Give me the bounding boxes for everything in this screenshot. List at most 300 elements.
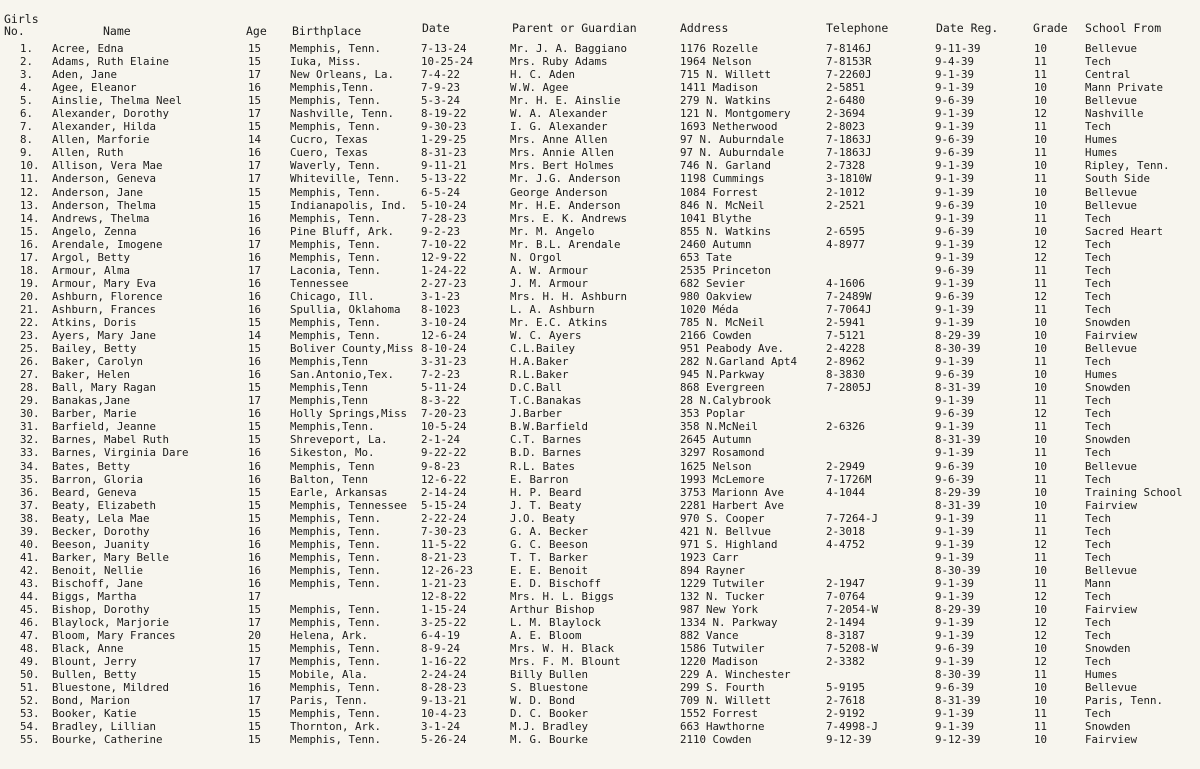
cell-no: 17. xyxy=(20,250,40,264)
cell-age: 15 xyxy=(248,185,262,199)
cell-name: Bond, Marion xyxy=(52,694,131,708)
cell-name: Ainslie, Thelma Neel xyxy=(52,94,183,108)
cell-grade: 10 xyxy=(1034,368,1048,382)
cell-birthplace: Memphis, Tenn. xyxy=(290,211,382,225)
cell-grade: 10 xyxy=(1034,603,1048,617)
cell-address: 1411 Madison xyxy=(680,81,759,95)
header-parent-guardian: Parent or Guardian xyxy=(512,21,637,35)
cell-no: 31. xyxy=(20,420,40,434)
cell-address: 1334 N. Parkway xyxy=(680,616,778,630)
table-row xyxy=(0,460,1200,473)
cell-telephone: 8-3830 xyxy=(826,368,866,382)
cell-grade: 12 xyxy=(1034,537,1048,551)
cell-date: 10-4-23 xyxy=(421,707,467,721)
cell-date: 2-22-24 xyxy=(421,511,467,525)
cell-no: 43. xyxy=(20,576,40,590)
cell-name: Barber, Marie xyxy=(52,407,137,421)
cell-date-reg: 9-1-39 xyxy=(935,589,975,603)
cell-address: 980 Oakview xyxy=(680,289,752,303)
cell-telephone: 2-7618 xyxy=(826,694,866,708)
cell-telephone: 4-1606 xyxy=(826,276,866,290)
cell-name: Booker, Katie xyxy=(52,707,137,721)
table-row xyxy=(0,512,1200,525)
cell-date-reg: 8-29-39 xyxy=(935,329,981,343)
cell-date: 7-9-23 xyxy=(421,81,461,95)
cell-age: 16 xyxy=(248,681,262,695)
cell-school: Central xyxy=(1085,68,1131,82)
cell-grade: 11 xyxy=(1034,472,1048,486)
cell-date: 12-9-22 xyxy=(421,250,467,264)
cell-address: 1198 Cummings xyxy=(680,172,765,186)
table-row xyxy=(0,368,1200,381)
cell-date-reg: 8-29-39 xyxy=(935,603,981,617)
cell-grade: 10 xyxy=(1034,185,1048,199)
cell-no: 20. xyxy=(20,289,40,303)
cell-parent: Mrs. Annie Allen xyxy=(510,146,615,160)
cell-telephone: 2-3694 xyxy=(826,107,866,121)
cell-date: 3-1-23 xyxy=(421,289,461,303)
cell-address: 945 N.Parkway xyxy=(680,368,765,382)
cell-parent: Mr. J. A. Baggiano xyxy=(510,42,628,55)
cell-birthplace: Memphis,Tenn xyxy=(290,394,369,408)
cell-school: Tech xyxy=(1085,211,1112,225)
cell-age: 15 xyxy=(248,642,262,656)
cell-parent: Mrs. F. M. Blount xyxy=(510,655,621,669)
cell-name: Aden, Jane xyxy=(52,68,118,82)
cell-parent: Mr. J.G. Anderson xyxy=(510,172,621,186)
cell-name: Bluestone, Mildred xyxy=(52,681,170,695)
cell-school: Tech xyxy=(1085,302,1112,316)
cell-address: 2166 Cowden xyxy=(680,329,752,343)
cell-parent: E. D. Bischoff xyxy=(510,576,602,590)
cell-no: 35. xyxy=(20,472,40,486)
cell-date-reg: 9-6-39 xyxy=(935,681,975,695)
cell-parent: Mrs. Ruby Adams xyxy=(510,55,608,69)
cell-no: 7. xyxy=(20,120,34,134)
cell-grade: 10 xyxy=(1034,342,1048,356)
cell-grade: 11 xyxy=(1034,263,1048,277)
cell-date-reg: 9-1-39 xyxy=(935,616,975,630)
cell-name: Allen, Ruth xyxy=(52,146,124,160)
cell-address: 132 N. Tucker xyxy=(680,589,765,603)
cell-parent: L. A. Ashburn xyxy=(510,302,595,316)
cell-date-reg: 9-1-39 xyxy=(935,576,975,590)
cell-parent: George Anderson xyxy=(510,185,608,199)
header-telephone: Telephone xyxy=(826,21,889,35)
cell-parent: H. C. Aden xyxy=(510,68,576,82)
cell-date-reg: 8-31-39 xyxy=(935,381,981,395)
cell-address: 1084 Forrest xyxy=(680,185,759,199)
cell-no: 51. xyxy=(20,681,40,695)
cell-school: Tech xyxy=(1085,707,1112,721)
cell-date: 1-21-23 xyxy=(421,576,467,590)
cell-name: Ayers, Mary Jane xyxy=(52,329,157,343)
cell-school: Nashville xyxy=(1085,107,1144,121)
cell-school: Humes xyxy=(1085,368,1118,382)
cell-age: 15 xyxy=(248,55,262,69)
cell-name: Beeson, Juanity xyxy=(52,537,150,551)
cell-grade: 11 xyxy=(1034,511,1048,525)
cell-school: Snowden xyxy=(1085,433,1131,447)
cell-school: Sacred Heart xyxy=(1085,224,1164,238)
cell-school: Tech xyxy=(1085,237,1112,251)
cell-age: 17 xyxy=(248,159,262,173)
cell-age: 16 xyxy=(248,368,262,382)
cell-grade: 10 xyxy=(1034,563,1048,577)
cell-date-reg: 9-6-39 xyxy=(935,368,975,382)
cell-date-reg: 8-31-39 xyxy=(935,694,981,708)
cell-age: 15 xyxy=(248,433,262,447)
cell-parent: Mrs. H. H. Ashburn xyxy=(510,289,628,303)
cell-telephone: 7-8146J xyxy=(826,42,872,55)
cell-date: 10-25-24 xyxy=(421,55,474,69)
cell-birthplace: Memphis,Tenn xyxy=(290,355,369,369)
cell-date-reg: 9-6-39 xyxy=(935,94,975,108)
cell-no: 30. xyxy=(20,407,40,421)
cell-address: 97 N. Auburndale xyxy=(680,133,785,147)
cell-telephone: 7-8153R xyxy=(826,55,872,69)
cell-date: 12-6-24 xyxy=(421,329,467,343)
ledger-rows xyxy=(0,42,1200,747)
cell-age: 17 xyxy=(248,237,262,251)
cell-age: 15 xyxy=(248,198,262,212)
cell-date-reg: 8-29-39 xyxy=(935,485,981,499)
cell-birthplace: Boliver County,Miss xyxy=(290,342,414,356)
cell-parent: T.C.Banakas xyxy=(510,394,582,408)
cell-grade: 11 xyxy=(1034,707,1048,721)
cell-no: 12. xyxy=(20,185,40,199)
cell-date-reg: 9-1-39 xyxy=(935,511,975,525)
cell-name: Bates, Betty xyxy=(52,459,131,473)
cell-no: 39. xyxy=(20,524,40,538)
cell-no: 27. xyxy=(20,368,40,382)
cell-school: Bellevue xyxy=(1085,563,1138,577)
cell-date-reg: 9-1-39 xyxy=(935,185,975,199)
cell-age: 16 xyxy=(248,459,262,473)
cell-no: 23. xyxy=(20,329,40,343)
cell-age: 15 xyxy=(248,381,262,395)
cell-no: 38. xyxy=(20,511,40,525)
cell-grade: 11 xyxy=(1034,720,1048,734)
header-age: Age xyxy=(246,24,267,38)
cell-birthplace: Whiteville, Tenn. xyxy=(290,172,401,186)
cell-date: 9-30-23 xyxy=(421,120,467,134)
cell-parent: W. C. Ayers xyxy=(510,329,582,343)
cell-date-reg: 9-6-39 xyxy=(935,459,975,473)
table-row xyxy=(0,473,1200,486)
cell-no: 40. xyxy=(20,537,40,551)
cell-name: Baker, Helen xyxy=(52,368,131,382)
cell-address: 1693 Netherwood xyxy=(680,120,778,134)
cell-birthplace: Memphis, Tenn. xyxy=(290,550,382,564)
cell-school: Humes xyxy=(1085,133,1118,147)
cell-age: 17 xyxy=(248,172,262,186)
cell-age: 16 xyxy=(248,146,262,160)
cell-parent: R.L. Bates xyxy=(510,459,576,473)
cell-birthplace: Memphis, Tenn. xyxy=(290,642,382,656)
cell-grade: 10 xyxy=(1034,315,1048,329)
table-row xyxy=(0,42,1200,55)
cell-birthplace: Memphis, Tenn. xyxy=(290,563,382,577)
cell-date-reg: 9-1-39 xyxy=(935,550,975,564)
cell-name: Arendale, Imogene xyxy=(52,237,163,251)
cell-grade: 10 xyxy=(1034,133,1048,147)
cell-no: 5. xyxy=(20,94,34,108)
cell-grade: 10 xyxy=(1034,433,1048,447)
table-row xyxy=(0,720,1200,733)
cell-birthplace: Spullia, Oklahoma xyxy=(290,302,401,316)
cell-date: 9-11-21 xyxy=(421,159,467,173)
cell-date-reg: 8-31-39 xyxy=(935,433,981,447)
cell-address: 855 N. Watkins xyxy=(680,224,772,238)
cell-no: 6. xyxy=(20,107,34,121)
cell-school: Tech xyxy=(1085,276,1112,290)
cell-no: 49. xyxy=(20,655,40,669)
cell-age: 16 xyxy=(248,524,262,538)
cell-telephone: 7-1726M xyxy=(826,472,872,486)
cell-grade: 10 xyxy=(1034,485,1048,499)
cell-age: 16 xyxy=(248,302,262,316)
cell-address: 1993 McLemore xyxy=(680,472,765,486)
cell-address: 358 N.McNeil xyxy=(680,420,759,434)
cell-date: 1-29-25 xyxy=(421,133,467,147)
cell-date: 3-25-22 xyxy=(421,616,467,630)
cell-birthplace: Memphis, Tenn. xyxy=(290,655,382,669)
cell-date: 6-5-24 xyxy=(421,185,461,199)
cell-address: 746 N. Garland xyxy=(680,159,772,173)
cell-school: Bellevue xyxy=(1085,342,1138,356)
cell-birthplace: Memphis, Tenn. xyxy=(290,185,382,199)
cell-name: Beard, Geneva xyxy=(52,485,137,499)
cell-parent: W. A. Alexander xyxy=(510,107,608,121)
cell-date-reg: 9-6-39 xyxy=(935,642,975,656)
cell-telephone: 2-1947 xyxy=(826,576,866,590)
table-row xyxy=(0,264,1200,277)
cell-no: 53. xyxy=(20,707,40,721)
cell-address: 121 N. Montgomery xyxy=(680,107,791,121)
cell-grade: 12 xyxy=(1034,655,1048,669)
cell-date-reg: 9-1-39 xyxy=(935,237,975,251)
cell-date-reg: 9-1-39 xyxy=(935,629,975,643)
cell-telephone: 2-3382 xyxy=(826,655,866,669)
cell-telephone: 7-2260J xyxy=(826,68,872,82)
cell-grade: 10 xyxy=(1034,224,1048,238)
cell-telephone: 7-7264-J xyxy=(826,511,879,525)
cell-date-reg: 9-1-39 xyxy=(935,446,975,460)
table-row xyxy=(0,355,1200,368)
cell-address: 882 Vance xyxy=(680,629,739,643)
cell-age: 15 xyxy=(248,94,262,108)
cell-grade: 10 xyxy=(1034,642,1048,656)
header-birthplace: Birthplace xyxy=(292,24,362,38)
cell-school: Tech xyxy=(1085,537,1112,551)
cell-telephone: 4-8977 xyxy=(826,237,866,251)
cell-name: Bailey, Betty xyxy=(52,342,137,356)
cell-grade: 10 xyxy=(1034,681,1048,695)
cell-date-reg: 9-6-39 xyxy=(935,198,975,212)
cell-date-reg: 9-6-39 xyxy=(935,289,975,303)
cell-grade: 10 xyxy=(1034,381,1048,395)
cell-parent: G. C. Beeson xyxy=(510,537,589,551)
cell-date: 3-31-23 xyxy=(421,355,467,369)
cell-no: 41. xyxy=(20,550,40,564)
cell-address: 868 Evergreen xyxy=(680,381,765,395)
cell-parent: E. E. Benoit xyxy=(510,563,589,577)
cell-name: Anderson, Jane xyxy=(52,185,144,199)
cell-no: 37. xyxy=(20,498,40,512)
cell-parent: Mr. B.L. Arendale xyxy=(510,237,621,251)
cell-name: Bullen, Betty xyxy=(52,668,137,682)
cell-address: 1552 Forrest xyxy=(680,707,759,721)
cell-name: Bradley, Lillian xyxy=(52,720,157,734)
table-row xyxy=(0,290,1200,303)
header-date-reg: Date Reg. xyxy=(936,21,999,35)
header-name: Name xyxy=(103,24,131,38)
cell-no: 8. xyxy=(20,133,34,147)
cell-birthplace: Mobile, Ala. xyxy=(290,668,369,682)
cell-school: Tech xyxy=(1085,263,1112,277)
cell-date: 3-1-24 xyxy=(421,720,461,734)
table-row xyxy=(0,199,1200,212)
cell-telephone: 9-12-39 xyxy=(826,733,872,747)
table-row xyxy=(0,381,1200,394)
cell-grade: 10 xyxy=(1034,94,1048,108)
cell-address: 1041 Blythe xyxy=(680,211,752,225)
cell-name: Barnes, Mabel Ruth xyxy=(52,433,170,447)
cell-name: Black, Anne xyxy=(52,642,124,656)
cell-birthplace: Laconia, Tenn. xyxy=(290,263,382,277)
cell-grade: 10 xyxy=(1034,694,1048,708)
cell-grade: 11 xyxy=(1034,576,1048,590)
cell-address: 2110 Cowden xyxy=(680,733,752,747)
ledger-header-row xyxy=(0,0,1200,38)
cell-name: Bloom, Mary Frances xyxy=(52,629,176,643)
cell-school: Tech xyxy=(1085,420,1112,434)
cell-name: Becker, Dorothy xyxy=(52,524,150,538)
cell-parent: Mrs. W. H. Black xyxy=(510,642,615,656)
cell-no: 21. xyxy=(20,302,40,316)
cell-parent: J. T. Beaty xyxy=(510,498,582,512)
cell-grade: 12 xyxy=(1034,250,1048,264)
cell-birthplace: Memphis, Tenn. xyxy=(290,120,382,134)
cell-birthplace: Holly Springs,Miss xyxy=(290,407,408,421)
cell-address: 971 S. Highland xyxy=(680,537,778,551)
cell-birthplace: Memphis, Tenn. xyxy=(290,537,382,551)
cell-no: 1. xyxy=(20,42,34,55)
table-row xyxy=(0,342,1200,355)
table-row xyxy=(0,433,1200,446)
table-row xyxy=(0,225,1200,238)
cell-name: Benoit, Nellie xyxy=(52,563,144,577)
cell-school: Bellevue xyxy=(1085,94,1138,108)
cell-name: Armour, Alma xyxy=(52,263,131,277)
cell-date-reg: 9-1-39 xyxy=(935,524,975,538)
cell-name: Armour, Mary Eva xyxy=(52,276,157,290)
cell-address: 653 Tate xyxy=(680,250,733,264)
cell-telephone: 2-6595 xyxy=(826,224,866,238)
cell-date-reg: 9-1-39 xyxy=(935,211,975,225)
cell-age: 16 xyxy=(248,563,262,577)
table-row xyxy=(0,577,1200,590)
cell-parent: H. P. Beard xyxy=(510,485,582,499)
cell-telephone: 3-1810W xyxy=(826,172,872,186)
cell-school: Tech xyxy=(1085,250,1112,264)
cell-address: 2281 Harbert Ave xyxy=(680,498,785,512)
cell-date-reg: 9-6-39 xyxy=(935,146,975,160)
cell-date-reg: 9-6-39 xyxy=(935,224,975,238)
cell-school: South Side xyxy=(1085,172,1151,186)
cell-age: 15 xyxy=(248,315,262,329)
cell-date: 9-13-21 xyxy=(421,694,467,708)
cell-age: 16 xyxy=(248,211,262,225)
cell-birthplace: Indianapolis, Ind. xyxy=(290,198,408,212)
cell-telephone: 2-2949 xyxy=(826,459,866,473)
cell-telephone: 2-3018 xyxy=(826,524,866,538)
cell-telephone: 7-2805J xyxy=(826,381,872,395)
table-row xyxy=(0,655,1200,668)
cell-name: Bourke, Catherine xyxy=(52,733,163,747)
cell-birthplace: Memphis, Tenn. xyxy=(290,329,382,343)
cell-no: 10. xyxy=(20,159,40,173)
cell-grade: 12 xyxy=(1034,237,1048,251)
cell-birthplace: Memphis,Tenn. xyxy=(290,81,375,95)
cell-birthplace: New Orleans, La. xyxy=(290,68,395,82)
cell-parent: I. G. Alexander xyxy=(510,120,608,134)
cell-parent: W.W. Agee xyxy=(510,81,569,95)
cell-date-reg: 9-1-39 xyxy=(935,302,975,316)
cell-no: 36. xyxy=(20,485,40,499)
cell-parent: E. Barron xyxy=(510,472,569,486)
cell-parent: J.Barber xyxy=(510,407,563,421)
cell-date: 8-9-24 xyxy=(421,642,461,656)
cell-age: 15 xyxy=(248,603,262,617)
cell-birthplace: Memphis, Tenn xyxy=(290,459,375,473)
table-row xyxy=(0,446,1200,459)
table-row xyxy=(0,707,1200,720)
cell-date: 7-28-23 xyxy=(421,211,467,225)
cell-birthplace: Waverly, Tenn. xyxy=(290,159,382,173)
table-row xyxy=(0,603,1200,616)
cell-birthplace: Pine Bluff, Ark. xyxy=(290,224,395,238)
cell-parent: Mr. H. E. Ainslie xyxy=(510,94,621,108)
cell-no: 52. xyxy=(20,694,40,708)
cell-birthplace: Memphis, Tenn. xyxy=(290,237,382,251)
cell-birthplace: Helena, Ark. xyxy=(290,629,369,643)
cell-name: Ball, Mary Ragan xyxy=(52,381,157,395)
header-grade: Grade xyxy=(1033,21,1068,35)
cell-name: Barnes, Virginia Dare xyxy=(52,446,189,460)
cell-date-reg: 9-1-39 xyxy=(935,172,975,186)
cell-name: Angelo, Zenna xyxy=(52,224,137,238)
table-row xyxy=(0,538,1200,551)
cell-grade: 11 xyxy=(1034,172,1048,186)
cell-name: Barfield, Jeanne xyxy=(52,420,157,434)
cell-name: Beaty, Elizabeth xyxy=(52,498,157,512)
cell-age: 14 xyxy=(248,329,262,343)
cell-birthplace: Memphis, Tenn. xyxy=(290,681,382,695)
cell-birthplace: Tennessee xyxy=(290,276,349,290)
cell-no: 2. xyxy=(20,55,34,69)
cell-date-reg: 9-11-39 xyxy=(935,42,981,55)
cell-school: Snowden xyxy=(1085,315,1131,329)
cell-age: 17 xyxy=(248,589,262,603)
cell-no: 11. xyxy=(20,172,40,186)
cell-no: 29. xyxy=(20,394,40,408)
cell-address: 894 Rayner xyxy=(680,563,746,577)
cell-age: 15 xyxy=(248,668,262,682)
cell-grade: 12 xyxy=(1034,629,1048,643)
cell-no: 45. xyxy=(20,603,40,617)
